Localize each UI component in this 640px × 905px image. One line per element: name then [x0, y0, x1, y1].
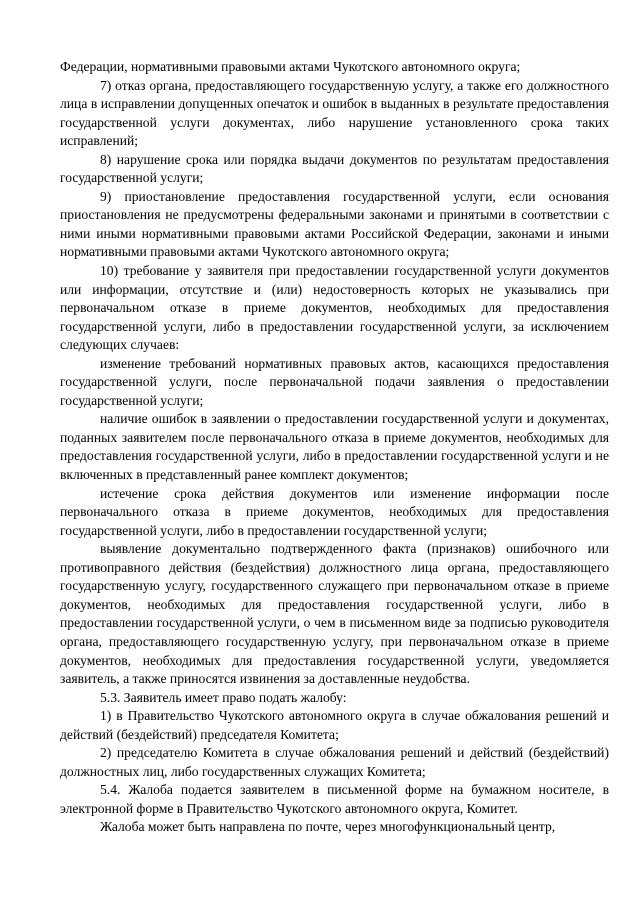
paragraph-complaint-delivery: Жалоба может быть направлена по почте, через многофункциональный центр, — [100, 819, 556, 835]
paragraph-5-3-item-1: 1) в Правительство Чукотского автономного округа в случае обжалования решений и действий (бездействий) председателя Комитета; — [60, 708, 609, 742]
document-page — [60, 58, 609, 837]
paragraph-item-9: 9) приостановление предоставления государственной услуги, если основания приостановления не предусмотрены федеральными законами и принятыми в соответствии с ними иными нормативными правовыми актами Российской Федерации, законами и иными нормативными правовыми актами Чукотского автономного округа; — [60, 188, 609, 260]
paragraph-case-regulation-change: изменение требований нормативных правовых актов, касающихся предоставления государственной услуги, после первоначальной подачи заявления о предоставлении государственной услуги; — [60, 355, 609, 408]
paragraph-5-3-item-2: 2) председателю Комитета в случае обжалования решений и действий (бездействий) должностных лиц, либо государственных служащих Комитета; — [60, 745, 609, 779]
paragraph-item-7: 7) отказ органа, предоставляющего государственную услугу, а также его должностного лица в исправлении допущенных опечаток и ошибок в выданных в результате предоставления государственной услуги документах, либо нарушение установленного срока таких исправлений; — [60, 77, 609, 149]
paragraph-section-5-3: 5.3. Заявитель имеет право подать жалобу: — [100, 689, 347, 705]
paragraph-item-8: 8) нарушение срока или порядка выдачи документов по результатам предоставления государственной услуги; — [60, 151, 609, 186]
paragraph-item-10: 10) требование у заявителя при предоставлении государственной услуги документов или информации, отсутствие и (или) недостоверность которых не указывались при первоначальном отказе в приеме документов, необходимых для предоставления государственной услуги, либо в предоставлении государственной услуги, за исключением следующих случаев: — [60, 263, 609, 353]
paragraph-case-wrongful-action: выявление документально подтвержденного факта (признаков) ошибочного или противоправного действия (бездействия) должностного лица органа, предоставляющего государственную услугу, государственного служащего при первоначальном отказе в приеме документов, необходимых для предоставления государственной услуги, либо в предоставлении государственной услуги, о чем в письменном виде за подписью руководителя органа, предоставляющего государственную услугу, при первоначальном отказе в приеме документов, необходимых для предоставления государственной услуги, уведомляется заявитель, а также приносятся извинения за доставленные неудобства. — [60, 541, 609, 687]
paragraph-federation-acts: Федерации, нормативными правовыми актами Чукотского автономного округа; — [60, 59, 521, 74]
paragraph-section-5-4: 5.4. Жалоба подается заявителем в письменной форме на бумажном носителе, в электронной форме в Правительство Чукотского автономного округа, Комитет. — [60, 782, 609, 816]
paragraph-case-errors: наличие ошибок в заявлении о предоставлении государственной услуги и документах, поданных заявителем после первоначального отказа в приеме документов, необходимых для предоставления государственной услуги, либо в предоставлении государственной услуги и не включенных в представленный ранее комплект документов; — [60, 411, 609, 483]
paragraph-case-expiry: истечение срока действия документов или изменение информации после первоначального отказа в приеме документов, необходимых для предоставления государственной услуги, либо в предоставлении государственной услуги; — [60, 485, 609, 538]
